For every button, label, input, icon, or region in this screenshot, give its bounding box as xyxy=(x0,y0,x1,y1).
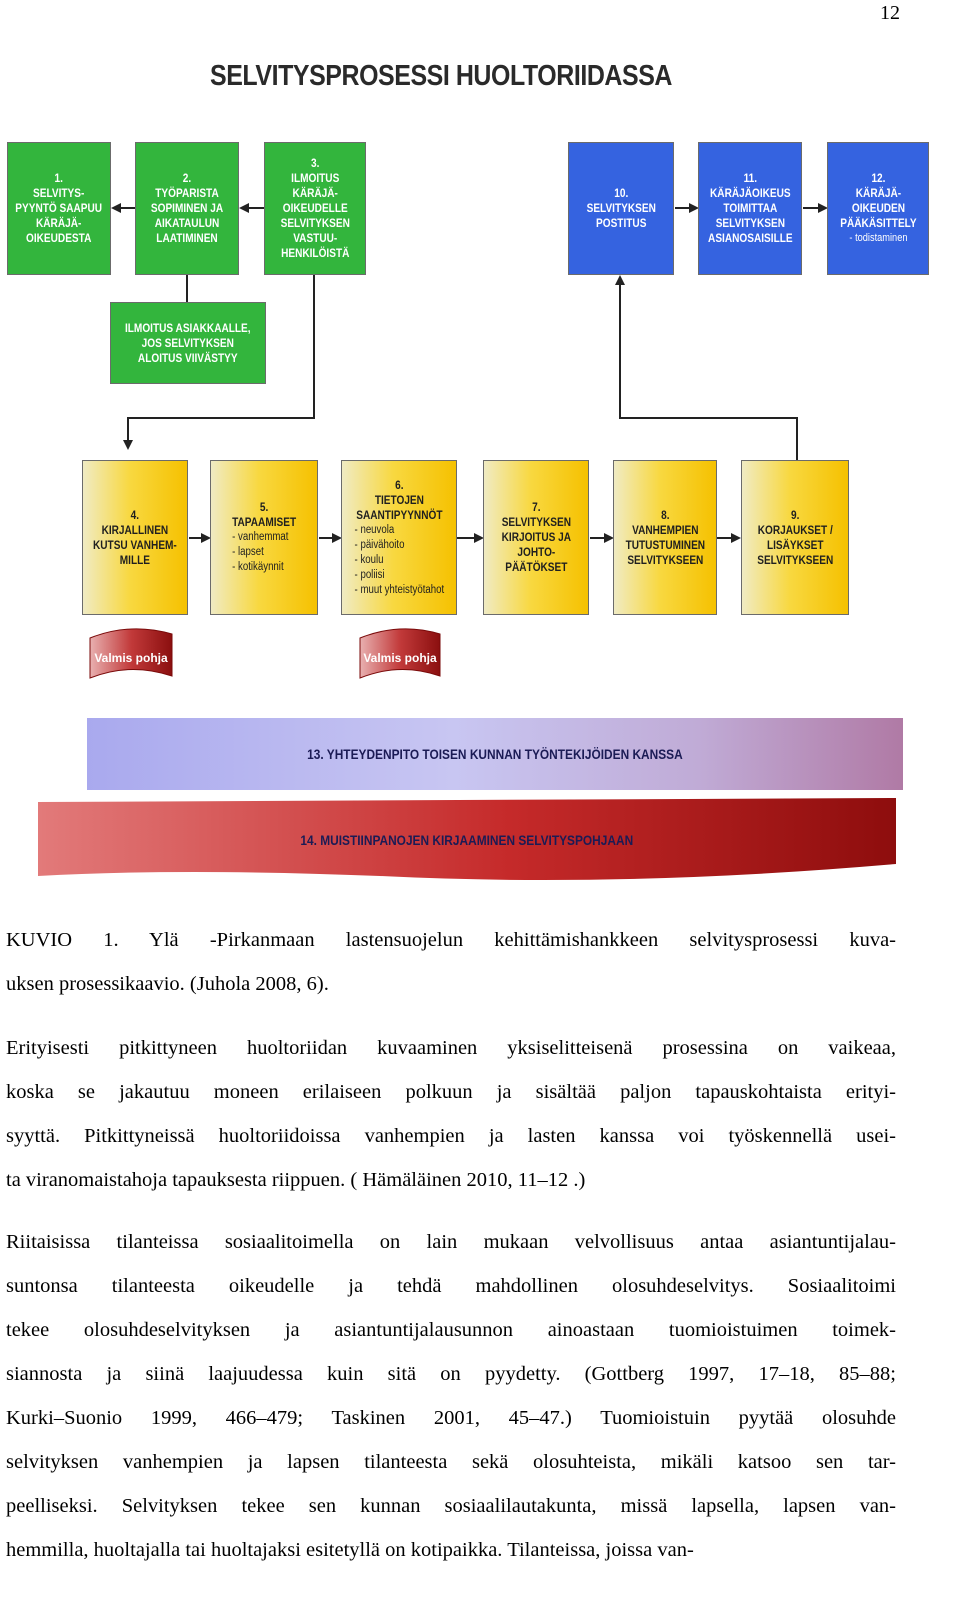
notice-line: JOS SELVITYKSEN xyxy=(141,335,235,350)
paragraph-line: koska se jakautuu moneen erilaiseen polkuun ja sisältää paljon tapauskohtaista erityi- xyxy=(6,1081,896,1103)
paragraph-line: selvityksen vanhempien ja lapsen tilanteesta sekä olosuhteista, mikäli katsoo sen tar- xyxy=(6,1451,896,1473)
step-line: OIKEUDESTA xyxy=(26,231,92,245)
step-line: 10. xyxy=(613,186,629,200)
step-line: ILMOITUS xyxy=(290,171,340,185)
step-line: JOHTO- xyxy=(517,545,555,559)
step-11-box xyxy=(698,142,802,275)
step-line: 4. xyxy=(130,507,140,522)
step-line: LAATIMINEN xyxy=(156,231,218,245)
step-6-box xyxy=(341,460,457,615)
template-flag-6 xyxy=(360,629,440,678)
step-line: 6. xyxy=(394,477,404,492)
step-line: TAPAAMISET xyxy=(231,515,297,529)
paragraph-line: Erityisesti pitkittyneen huoltoriidan kuvaaminen yksiselitteisenä prosessina on vaikeaa, xyxy=(6,1037,896,1059)
step-line: SELVITYKSEEN xyxy=(757,552,833,567)
bullet-item: - muut yhteistyötahot xyxy=(354,583,444,596)
step-line: MILLE xyxy=(119,552,151,567)
step-line: PÄÄKÄSITTELY xyxy=(839,216,917,230)
step-line: KÄRÄJÄ- xyxy=(292,186,338,200)
page-number: 12 xyxy=(880,2,900,24)
paragraph-line: ta viranomaistahoja tapauksesta riippuen. ( Hämäläinen 2010, 11–12 .) xyxy=(6,1169,586,1191)
step-line: PYYNTÖ SAAPUU xyxy=(15,201,103,215)
step-3-box xyxy=(264,142,366,275)
step-7-box xyxy=(483,460,589,615)
step-line: 1. xyxy=(54,171,64,185)
paragraph-line: hemmilla, huoltajalla tai huoltajaksi esitetyllä on kotipaikka. Tilanteissa, joissa van- xyxy=(6,1539,694,1561)
step-line: POSTITUS xyxy=(595,216,647,230)
bullet-item: - lapset xyxy=(231,546,264,558)
step-line: 9. xyxy=(790,507,800,522)
step-2-box xyxy=(135,142,239,275)
paragraph-line: peelliseksi. Selvityksen tekee sen kunnan sosiaalilautakunta, missä lapsella, lapsen van- xyxy=(6,1495,896,1517)
step-line: SELVITYKSEN xyxy=(586,201,656,215)
step-10-box xyxy=(568,142,674,275)
step-line: 3. xyxy=(310,156,320,170)
step-line: LISÄYKSET xyxy=(766,537,824,552)
step-line: KÄRÄJÄOIKEUS xyxy=(709,186,791,200)
template-flag-label: Valmis pohja xyxy=(363,651,437,665)
step-5-box xyxy=(210,460,318,615)
step-line: KUTSU VANHEM- xyxy=(93,537,177,552)
step-line: VASTUU- xyxy=(292,231,338,245)
step-line: VANHEMPIEN xyxy=(631,522,699,537)
caption-line: KUVIO 1. Ylä -Pirkanmaan lastensuojelun kehittämishankkeen selvitysprosessi kuva- xyxy=(6,929,896,951)
step-12-box xyxy=(827,142,929,275)
step-sub: - todistaminen xyxy=(848,232,908,244)
paragraph-line: suntonsa tilanteesta oikeudelle ja tehdä mahdollinen olosuhdeselvitys. Sosiaalitoimi xyxy=(6,1275,896,1297)
step-line: HENKILÖISTÄ xyxy=(280,246,350,260)
paragraph-2 xyxy=(6,1220,896,1572)
step-line: SELVITYKSEN xyxy=(280,216,350,230)
step-line: SAANTIPYYNNÖT xyxy=(355,507,443,522)
bullet-item: - neuvola xyxy=(354,523,394,536)
bullet-item: - kotikäynnit xyxy=(231,561,284,573)
step-line: TIETOJEN xyxy=(374,492,424,507)
diagram-title: SELVITYSPROSESSI HUOLTORIIDASSA xyxy=(210,60,672,92)
notice-box xyxy=(110,302,266,384)
step-line: 2. xyxy=(182,171,192,185)
step-line: KORJAUKSET / xyxy=(757,522,833,537)
step-line: 8. xyxy=(660,507,670,522)
template-flag-4 xyxy=(90,629,172,678)
paragraph-1 xyxy=(6,1026,896,1202)
step-line: TYÖPARISTA xyxy=(155,186,219,200)
step-line: SOPIMINEN JA xyxy=(150,201,224,215)
step-line: KIRJOITUS JA xyxy=(501,530,571,544)
step-line: AIKATAULUN xyxy=(154,216,220,230)
notice-line: ALOITUS VIIVÄSTYY xyxy=(138,350,238,365)
band-13-label: 13. YHTEYDENPITO TOISEN KUNNAN TYÖNTEKIJÖIDEN KANSSA xyxy=(307,746,683,762)
step-line: TUTUSTUMINEN xyxy=(625,537,705,552)
step-line: OIKEUDELLE xyxy=(282,201,348,215)
step-4-box xyxy=(82,460,188,615)
paragraph-line: Kurki–Suonio 1999, 466–479; Taskinen 2001, 45–47.) Tuomioistuin pyytää olosuhde xyxy=(6,1407,896,1429)
band-14 xyxy=(36,805,898,875)
connector-9-to-10 xyxy=(620,277,797,460)
step-line: KÄRÄJÄ- xyxy=(855,186,901,200)
step-line: OIKEUDEN xyxy=(851,201,905,215)
step-9-box xyxy=(741,460,849,615)
band-14-label: 14. MUISTIINPANOJEN KIRJAAMINEN SELVITYSPOHJAAN xyxy=(300,832,634,848)
step-line: ASIANOSAISILLE xyxy=(707,231,793,245)
process-diagram xyxy=(0,50,960,900)
step-line: 12. xyxy=(870,171,886,185)
step-1-box xyxy=(7,142,111,275)
step-line: TOIMITTAA xyxy=(723,201,777,215)
figure-caption xyxy=(6,918,896,1006)
band-13 xyxy=(87,718,903,790)
bullet-item: - koulu xyxy=(354,553,384,566)
paragraph-line: Riitaisissa tilanteissa sosiaalitoimella on lain mukaan velvollisuus antaa asiantuntijalau- xyxy=(6,1231,896,1253)
template-flag-label: Valmis pohja xyxy=(94,651,168,665)
step-line: 11. xyxy=(743,171,757,185)
paragraph-line: syyttä. Pitkittyneissä huoltoriidoissa vanhempien ja lasten kanssa voi työskennellä usei- xyxy=(6,1125,896,1147)
step-line: SELVITYKSEEN xyxy=(626,552,703,567)
paragraph-line: tekee olosuhdeselvityksen ja asiantuntijalausunnon ainoastaan tuomioistuimen toimek- xyxy=(6,1319,896,1341)
bullet-item: - poliisi xyxy=(354,568,385,581)
step-line: SELVITYS- xyxy=(33,186,85,200)
caption-line: uksen prosessikaavio. (Juhola 2008, 6). xyxy=(6,973,329,995)
step-line: SELVITYKSEN xyxy=(715,216,785,230)
paragraph-line: siannosta ja siinä laajuudessa kuin sitä on pyydetty. (Gottberg 1997, 17–18, 85–88; xyxy=(6,1363,896,1385)
step-8-box xyxy=(613,460,717,615)
step-line: 5. xyxy=(259,500,269,514)
step-line: PÄÄTÖKSET xyxy=(504,560,568,574)
step-line: SELVITYKSEN xyxy=(501,515,571,529)
step-line: 7. xyxy=(531,500,541,514)
bullet-item: - päivähoito xyxy=(354,538,405,551)
bullet-item: - vanhemmat xyxy=(231,531,289,543)
step-line: KÄRÄJÄ- xyxy=(36,216,82,230)
notice-line: ILMOITUS ASIAKKAALLE, xyxy=(125,320,251,335)
step-line: KIRJALLINEN xyxy=(101,522,169,537)
